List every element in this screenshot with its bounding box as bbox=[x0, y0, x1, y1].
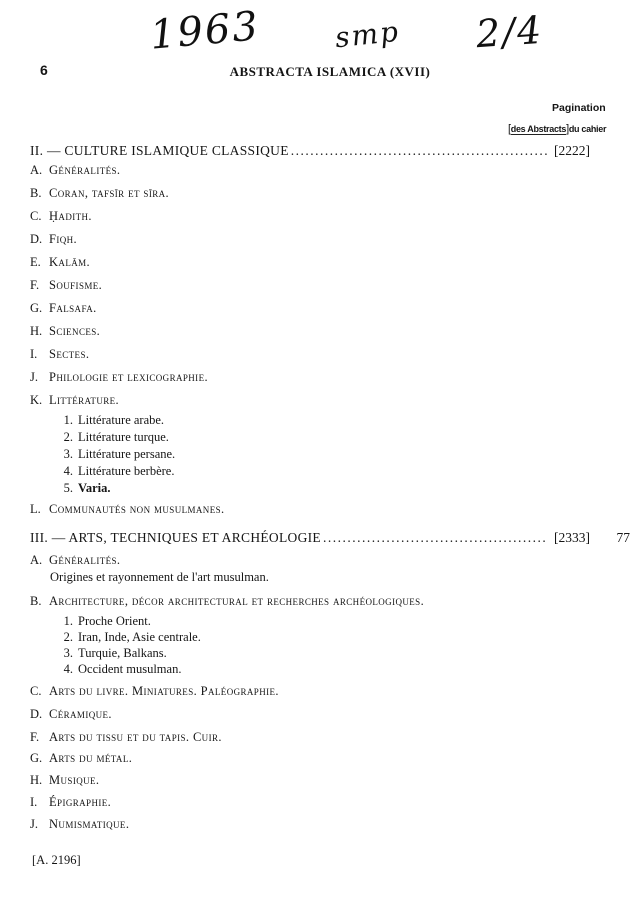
rubric-letter: I. bbox=[30, 795, 38, 809]
rubric-letter: J. bbox=[30, 370, 38, 384]
rubric-letter: A. bbox=[30, 553, 43, 567]
abstract-pagination: [2333] bbox=[554, 530, 590, 545]
rubric-ii-b bbox=[30, 186, 169, 201]
rubric-label: Philologie et lexicographie. bbox=[49, 370, 209, 384]
architecture-subitem bbox=[55, 662, 181, 677]
pagination-heading: Pagination bbox=[552, 102, 606, 114]
subitem-number: 1. bbox=[63, 614, 73, 628]
rubric-label: Fiqh. bbox=[49, 232, 78, 246]
rubric-letter: D. bbox=[30, 707, 43, 721]
subitem-number: 1. bbox=[63, 413, 73, 427]
rubric-letter: L. bbox=[30, 502, 41, 516]
rubric-iii-f bbox=[30, 730, 222, 745]
rubric-iii-h bbox=[30, 773, 99, 788]
rubric-label: Soufisme. bbox=[49, 278, 103, 292]
rubric-ii-i bbox=[30, 347, 89, 362]
subitem-label: Iran, Inde, Asie centrale. bbox=[78, 630, 201, 644]
literature-subitem bbox=[55, 481, 111, 496]
rubric-letter: C. bbox=[30, 684, 42, 698]
rubric-letter: G. bbox=[30, 301, 43, 315]
rubric-ii-h bbox=[30, 324, 100, 339]
rubric-label: Coran, tafsīr et sīra. bbox=[49, 186, 170, 200]
rubric-iii-i bbox=[30, 795, 111, 810]
subitem-number: 2. bbox=[63, 630, 73, 644]
handwritten-year: 1963 bbox=[148, 3, 262, 59]
rubric-iii-c bbox=[30, 684, 279, 699]
subitem-label: Proche Orient. bbox=[78, 614, 151, 628]
section-title: II. — CULTURE ISLAMIQUE CLASSIQUE bbox=[30, 143, 289, 158]
subitem-label: Turquie, Balkans. bbox=[78, 646, 167, 660]
rubric-label: Généralités. bbox=[49, 553, 121, 567]
rubric-ii-l bbox=[30, 502, 225, 517]
rubric-ii-k bbox=[30, 393, 119, 408]
rubric-letter: H. bbox=[30, 324, 43, 338]
subitem-label: Littérature persane. bbox=[78, 447, 176, 461]
abstract-pagination: [2222] bbox=[554, 143, 590, 158]
subitem-number: 5. bbox=[63, 481, 73, 495]
rubric-letter: D. bbox=[30, 232, 43, 246]
rubric-ii-j bbox=[30, 370, 208, 385]
subitem-number: 4. bbox=[63, 662, 73, 676]
running-head: ABSTRACTA ISLAMICA (XVII) bbox=[229, 64, 431, 79]
rubric-iii-d bbox=[30, 707, 112, 722]
rubric-label: Falsafa. bbox=[49, 301, 97, 315]
subitem-number: 3. bbox=[63, 646, 73, 660]
rubric-ii-a bbox=[30, 163, 120, 178]
rubric-letter: F. bbox=[30, 730, 40, 744]
section-title: III. — ARTS, TECHNIQUES ET ARCHÉOLOGIE bbox=[30, 530, 321, 545]
rubric-label: Arts du livre. Miniatures. Paléographie. bbox=[49, 684, 279, 698]
subitem-number: 4. bbox=[63, 464, 73, 478]
rubric-ii-f bbox=[30, 278, 102, 293]
rubric-iii-j bbox=[30, 817, 129, 832]
rubric-label: Épigraphie. bbox=[49, 795, 112, 809]
handwritten-initials: smp bbox=[333, 14, 402, 55]
handwritten-fraction: 2/4 bbox=[474, 7, 545, 57]
rubric-label: Céramique. bbox=[49, 707, 112, 721]
rubric-letter: C. bbox=[30, 209, 42, 223]
pagination-col-cahier: du cahier bbox=[568, 124, 607, 134]
leader-dots bbox=[291, 143, 548, 159]
rubric-letter: B. bbox=[30, 594, 42, 608]
subitem-label: Occident musulman. bbox=[78, 662, 182, 676]
subitem-label: Littérature berbère. bbox=[78, 464, 175, 478]
page-number: 6 bbox=[40, 62, 48, 78]
rubric-letter: E. bbox=[30, 255, 41, 269]
subitem-label: Littérature turque. bbox=[78, 430, 169, 444]
leader-dots bbox=[323, 530, 548, 546]
rubric-label: Communautés non musulmanes. bbox=[49, 502, 225, 516]
cahier-pagination: 77 bbox=[616, 530, 630, 545]
rubric-iii-b bbox=[30, 594, 424, 609]
rubric-letter: K. bbox=[30, 393, 43, 407]
literature-subitem bbox=[55, 430, 169, 445]
pagination-col-abstracts: des Abstracts bbox=[510, 124, 567, 134]
rubric-label: Architecture, décor architectural et recherches archéologiques. bbox=[49, 594, 425, 608]
subitem-label: Varia. bbox=[78, 481, 111, 495]
rubric-iii-g bbox=[30, 751, 132, 766]
architecture-subitem bbox=[55, 630, 201, 645]
rubric-letter: A. bbox=[30, 163, 43, 177]
rubric-ii-g bbox=[30, 301, 97, 316]
subitem-label: Littérature arabe. bbox=[78, 413, 165, 427]
footer-reference: [A. 2196] bbox=[32, 853, 81, 867]
rubric-letter: I. bbox=[30, 347, 38, 361]
rubric-ii-e bbox=[30, 255, 90, 270]
rubric-label: Littérature. bbox=[49, 393, 120, 407]
literature-subitem bbox=[55, 464, 174, 479]
rubric-letter: G. bbox=[30, 751, 43, 765]
rubric-label: Kalām. bbox=[49, 255, 91, 269]
literature-subitem bbox=[55, 447, 175, 462]
rubric-note: Origines et rayonnement de l'art musulman. bbox=[50, 570, 269, 584]
rubric-letter: H. bbox=[30, 773, 43, 787]
rubric-label: Musique. bbox=[49, 773, 100, 787]
subitem-number: 2. bbox=[63, 430, 73, 444]
architecture-subitem bbox=[55, 646, 167, 661]
rubric-ii-d bbox=[30, 232, 77, 247]
rubric-label: Arts du tissu et du tapis. Cuir. bbox=[49, 730, 222, 744]
pagination-columns: [des Abstracts]du cahier bbox=[508, 123, 607, 135]
literature-subitem bbox=[55, 413, 164, 428]
architecture-subitem bbox=[55, 614, 151, 629]
rubric-iii-a bbox=[30, 553, 120, 568]
rubric-label: Sectes. bbox=[49, 347, 90, 361]
rubric-label: Sciences. bbox=[49, 324, 101, 338]
section-heading-ii bbox=[30, 143, 630, 159]
rubric-letter: J. bbox=[30, 817, 38, 831]
rubric-ii-c bbox=[30, 209, 92, 224]
section-heading-iii bbox=[30, 530, 630, 546]
rubric-label: Numismatique. bbox=[49, 817, 130, 831]
rubric-label: Arts du métal. bbox=[49, 751, 133, 765]
rubric-letter: B. bbox=[30, 186, 42, 200]
rubric-letter: F. bbox=[30, 278, 40, 292]
rubric-label: Généralités. bbox=[49, 163, 121, 177]
subitem-number: 3. bbox=[63, 447, 73, 461]
rubric-label: Ḥadith. bbox=[49, 209, 92, 223]
